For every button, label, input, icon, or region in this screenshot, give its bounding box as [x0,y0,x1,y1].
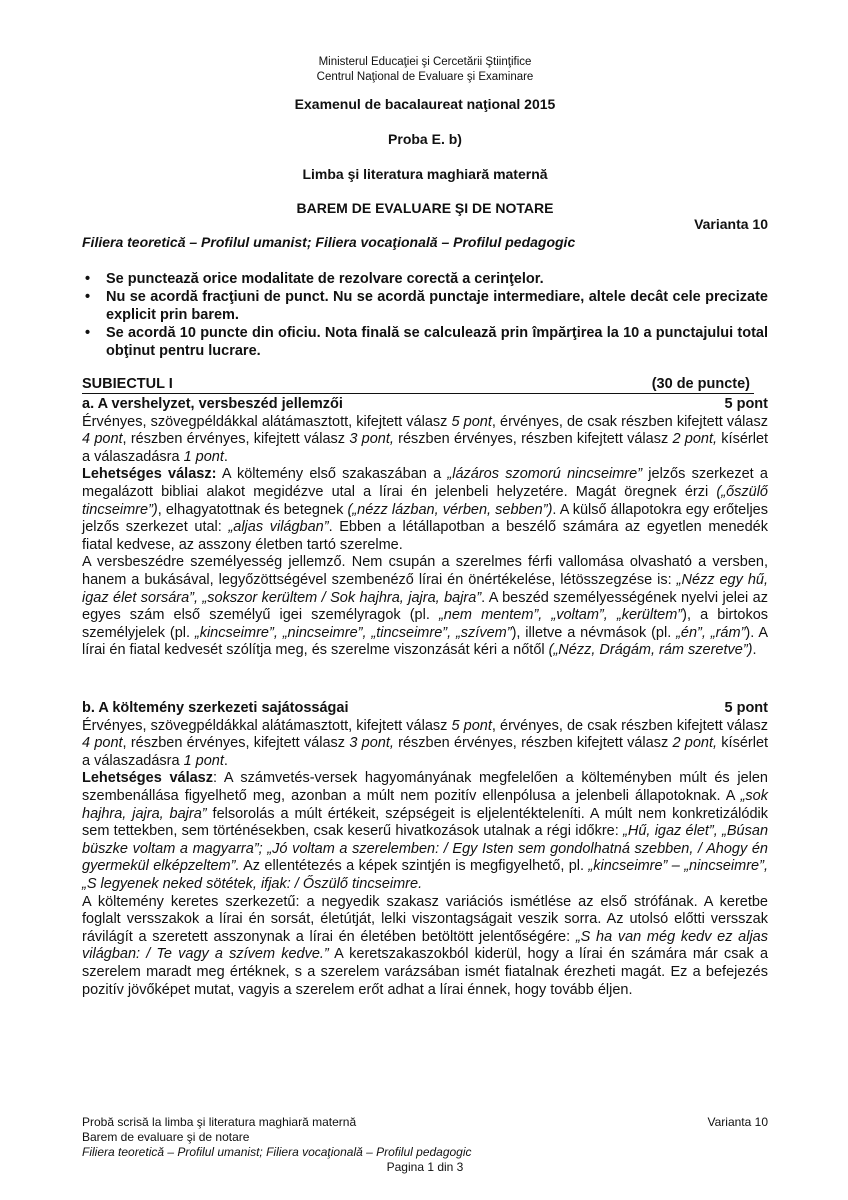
quote: „kincseimre” – „nincseimre”, „S legyenek neked sötétek, ifjak: / Őszülő tincseimre. [82,858,768,892]
section-a-scoring [82,414,768,467]
section-b-answer-2 [82,894,768,1000]
text-run: 5 pont [451,717,492,734]
section-b-title: b. A költemény szerkezeti sajátosságai [82,700,349,716]
page-footer [82,1115,768,1175]
quote: „lázáros szomorú nincseimre” [447,466,643,483]
text-run: 3 pont, [349,735,394,752]
ministry-name: Ministerul Educaţiei şi Cercetării Ştiinţifice [318,56,532,68]
rule-item [82,324,768,360]
quote: „nem mentem”, „voltam”, „kerültem” [438,607,683,624]
text-run: kísérlet a válaszadásra [82,431,769,465]
page-number: Pagina 1 din 3 [386,1160,464,1174]
text-run: részben érvényes, részben kifejtett válasz [393,431,673,448]
text-run: 4 pont [82,431,123,448]
text-run: : A számvetés-versek hagyományának megfelelően a költeményben múlt és jelen szembenállása figyelhető meg, azonban a múlt nem pozitív ellenpólusa a jelenbeli állapotoknak. A [82,770,768,804]
center-name: Centrul Naţional de Evaluare şi Examinare [316,71,534,83]
section-b [82,700,768,999]
text-run: A versbeszédre személyesség jellemző. Nem csupán a szerelmes férfi vallomása olvasható a versben, hanem a bukásával, legyőzöttségével szembenéző lírai én önértékelése, létösszegzése is: [82,554,768,588]
text-run: , érvényes, de csak részben kifejtett válasz [491,717,768,734]
text-run: 2 pont, [672,431,718,448]
rule-text: Se punctează orice modalitate de rezolvare corectă a cerinţelor. [106,271,544,287]
section-b-heading [82,700,768,718]
text-run: , érvényes, de csak részben kifejtett válasz [491,413,768,430]
text-run: részben érvényes, részben kifejtett válasz [393,735,673,752]
text-run: , részben érvényes, kifejtett válasz [122,431,350,448]
bullet-icon: • [85,289,91,305]
rule-item [82,288,768,324]
text-run: 4 pont [82,735,123,752]
text-run: A keretszakaszokból kiderül, hogy a lírai én számára már csak a szerelem maradt meg értéknek, s a szerelem varázsában ismét fiatalnak érezheti magát. Ez a befejezés pozitív jövőképet mutat, vagyis a szerelem erőt adhat a lírai énnek, hogy tovább éljen. [82,946,769,998]
footer-barem-line: Barem de evaluare şi de notare [82,1130,250,1144]
text-run: 1 pont [183,448,224,465]
text-run: ), illetve a névmások (pl. [511,624,677,641]
quote: („Nézz, Drágám, rám szeretve”) [548,642,753,659]
quote: „S ha van még kedv ez aljas világban: / Te vagy a szívem kedve.” [82,928,768,963]
section-a-points: 5 pont [724,396,768,412]
scoring-rules-list [82,270,768,360]
varianta-label: Varianta 10 [694,216,768,232]
answer-label: Lehetséges válasz [82,770,213,787]
quote: „aljas világban” [228,519,329,536]
text-run: Érvényes, szövegpéldákkal alátámasztott, kifejtett válasz [82,717,452,734]
text-run: 2 pont, [672,735,718,752]
text-run: . [223,448,228,465]
filiera-line: Filiera teoretică – Profilul umanist; Filiera vocaţională – Profilul pedagogic [82,234,576,250]
proba-title: Proba E. b) [388,131,462,147]
text-run: . A külső állapotokra egy erőteljes jelzős szerkezet utal: [82,501,768,536]
subject-points: (30 de puncte) [651,376,750,392]
footer-filiera-line: Filiera teoretică – Profilul umanist; Filiera vocaţională – Profilul pedagogic [82,1145,472,1159]
ministry-header [82,55,768,85]
text-run: . A beszéd személyességének nyelvi jelei az egyes szám első személyű igei személyragok (pl. [82,589,768,624]
text-run: , részben érvényes, kifejtett válasz [122,735,350,752]
exam-title: Examenul de bacalaureat naţional 2015 [294,96,556,112]
subject-title: SUBIECTUL I [82,376,173,392]
text-run: Érvényes, szövegpéldákkal alátámasztott, kifejtett válasz [82,413,452,430]
footer-exam-line: Probă scrisă la limba şi literatura maghiară maternă [82,1115,357,1129]
text-run: ). A lírai én fiatal kedvesét szólítja meg, és szerelme viszonzását kéri a nőtől [82,624,768,659]
subject-heading [82,376,754,394]
rule-text: Se acordă 10 puncte din oficiu. Nota finală se calculează prin împărţirea la 10 a punctajului total obţinut pentru lucrare. [106,325,768,359]
text-run: A költemény keretes szerkezetű: a negyedik szakasz variációs ismétlése az első strófának. A keretbe foglalt versszakok a lírai én sorsát, életútját, lelki viszontagságait veszik sorra. Az utolsó előtti versszak rávilágít a szeretett asszonynak a lírai én életében betöltött jelentőségére: [82,893,768,945]
quote: „kincseimre”, „nincseimre”, „tincseimre”, „szívem” [194,624,512,641]
text-run: 5 pont [451,413,492,430]
footer-varianta: Varianta 10 [707,1115,768,1129]
section-b-points: 5 pont [724,700,768,716]
text-run: A költemény első szakaszában a [216,466,448,483]
section-a [82,396,768,660]
section-a-heading [82,396,768,414]
quote: „sok hajhra, jajra, bajra” [82,787,768,822]
section-a-answer-1 [82,466,768,554]
text-run: , elhagyatottnak és betegnek [157,501,348,518]
quote: „én”, „rám” [676,624,746,641]
barem-title: BAREM DE EVALUARE ŞI DE NOTARE [296,200,554,216]
text-run: 3 pont, [349,431,394,448]
section-b-scoring [82,718,768,771]
quote: „Hű, igaz élet”, „Búsan büszke voltam a magyarra”; „Jó voltam a szerelemben: / Egy Isten sem gondolhatná szebben, / Ahogy én gyermekül elképzeltem”. [82,823,769,875]
quote: („nézz lázban, vérben, sebben”) [347,501,553,518]
section-b-answer-1 [82,770,768,893]
rule-text: Nu se acordă fracţiuni de punct. Nu se acordă punctaje intermediare, altele decât cele precizate explicit prin barem. [106,289,768,323]
quote: „Nézz egy hű, igaz élet sorsára”, „sokszor kerültem / Sok hajhra, jajra, bajra” [82,571,768,606]
text-run: . [223,752,228,769]
text-run: . [752,642,757,659]
bullet-icon: • [85,271,91,287]
subject-name: Limba şi literatura maghiară maternă [302,166,548,182]
text-run: kísérlet a válaszadásra [82,735,769,769]
text-run: felsorolás a múlt értékeit, szépségeit is eljelentékteleníti. A múlt nem konkretizálódik sem tettekben, sem történésekben, csak keserű hivatkozások utalnak a régi időkre: [82,805,768,840]
section-a-title: a. A vershelyzet, versbeszéd jellemzői [82,396,343,412]
footer-row [82,1115,768,1130]
rule-item [82,270,768,288]
text-run: 1 pont [183,752,224,769]
text-run: ), a birtokos személyjelek (pl. [82,607,769,641]
text-run: Az ellentétezés a képek szintjén is megfigyelhető, pl. [239,858,589,875]
text-run: jelzős szerkezet a megalázott bibliai alakot megidézve utal a lírai én jelenbeli helyzetére. Magát öregnek érzi [82,466,768,500]
text-run: . Ebben a létállapotban a beszélő számára az egyetlen menedék fiatal kedvese, az asszony életben tartó szerelme. [82,519,768,553]
answer-label: Lehetséges válasz: [82,466,217,483]
section-a-answer-2 [82,554,768,660]
quote: („őszülő tincseimre”) [82,483,768,518]
bullet-icon: • [85,325,91,341]
